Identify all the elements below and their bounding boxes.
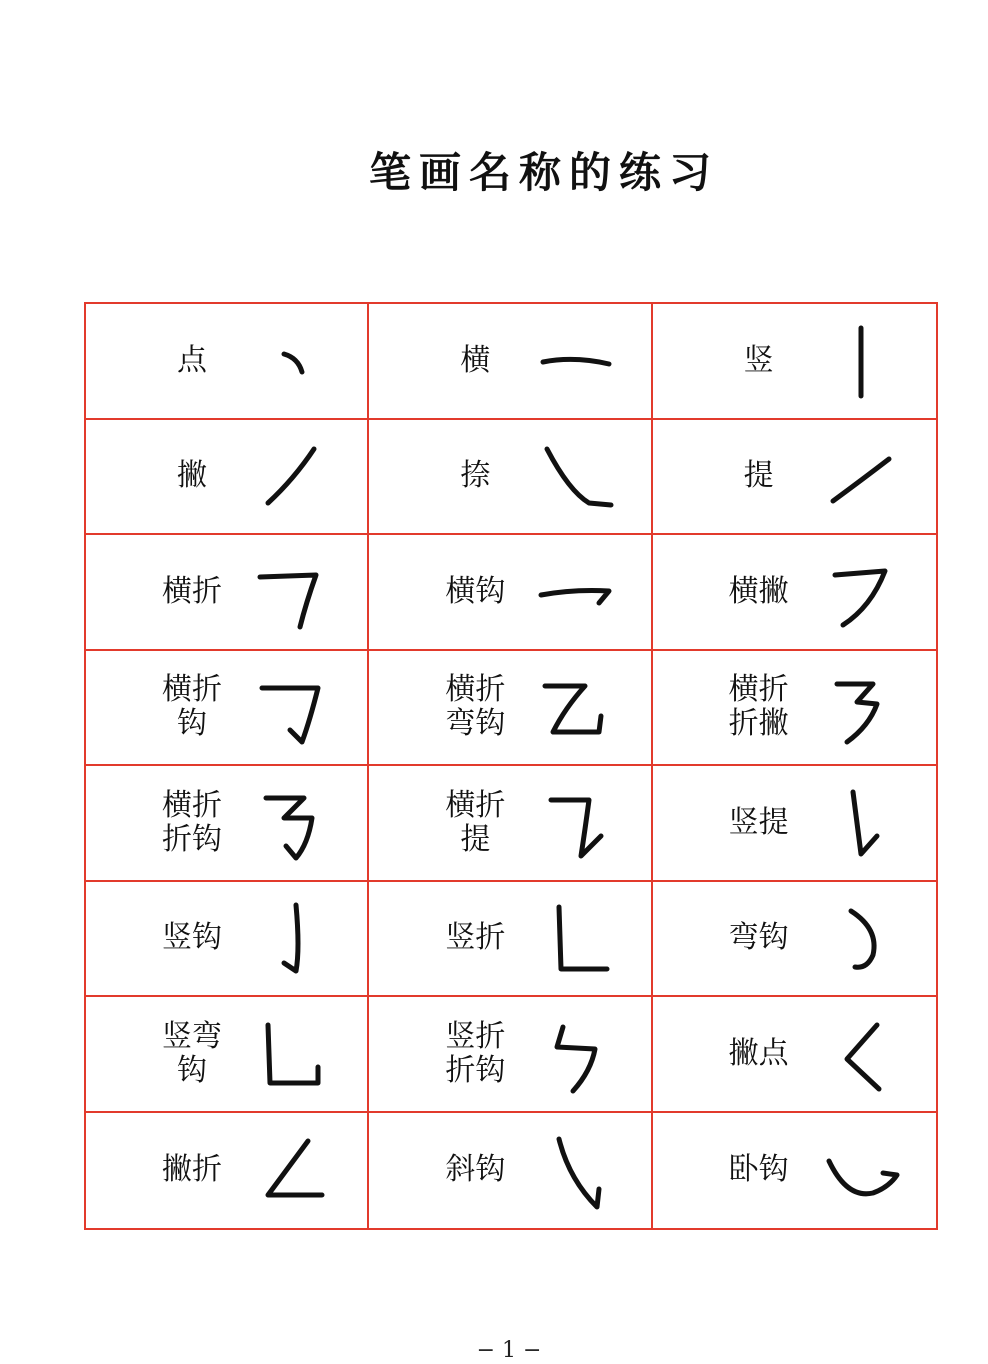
stroke-name-line: 横钩 — [445, 573, 506, 609]
stroke-cell — [653, 651, 936, 767]
stroke-name-line: 竖折 — [445, 1018, 506, 1054]
stroke-path — [541, 590, 609, 603]
shuzhezhegou-stroke-icon — [529, 1009, 619, 1099]
wogou-stroke-icon — [813, 1125, 903, 1215]
henggou-stroke-icon — [529, 547, 619, 637]
stroke-name-line: 折撇 — [728, 706, 789, 742]
shuzhe-stroke-icon — [529, 893, 619, 983]
stroke-path — [260, 575, 316, 627]
stroke-name-line: 横折 — [445, 787, 506, 823]
stroke-cell — [86, 1113, 369, 1229]
stroke-name — [427, 344, 523, 378]
na-stroke-icon — [529, 431, 619, 521]
stroke-name — [144, 1153, 240, 1187]
stroke-cell — [369, 882, 652, 998]
stroke-name-line: 斜钩 — [445, 1152, 506, 1188]
stroke-name — [427, 1020, 523, 1088]
stroke-path — [266, 798, 312, 858]
stroke-name-line: 横 — [460, 342, 491, 378]
stroke-name-line: 竖钩 — [162, 920, 222, 956]
stroke-cell — [86, 766, 369, 882]
stroke-name — [427, 459, 523, 493]
stroke-cell — [369, 304, 652, 420]
stroke-cell — [653, 535, 936, 651]
stroke-path — [284, 354, 302, 372]
stroke-name — [427, 673, 523, 741]
stroke-path — [547, 449, 611, 505]
stroke-name-line: 竖弯 — [162, 1018, 222, 1054]
stroke-cell — [86, 535, 369, 651]
stroke-cell — [653, 304, 936, 420]
stroke-cell — [369, 535, 652, 651]
stroke-name-line: 横折 — [162, 573, 222, 609]
stroke-name-line: 卧钩 — [728, 1152, 789, 1188]
stroke-cell — [369, 997, 652, 1113]
stroke-name — [144, 344, 240, 378]
stroke-name-line: 竖 — [743, 342, 774, 378]
stroke-name-line: 撇 — [177, 458, 207, 494]
stroke-name-line: 弯钩 — [445, 706, 506, 742]
hengzheti-stroke-icon — [529, 778, 619, 868]
wangou-stroke-icon — [813, 893, 903, 983]
stroke-name — [711, 575, 807, 609]
stroke-path — [559, 907, 607, 969]
stroke-name — [427, 921, 523, 955]
shu-stroke-icon — [813, 316, 903, 406]
stroke-cell — [86, 997, 369, 1113]
stroke-name-line: 竖提 — [728, 804, 789, 840]
stroke-name — [711, 459, 807, 493]
stroke-grid — [84, 302, 938, 1230]
stroke-cell — [369, 651, 652, 767]
stroke-cell — [653, 882, 936, 998]
stroke-name-line: 点 — [177, 342, 207, 378]
stroke-path — [847, 1025, 879, 1089]
stroke-name — [427, 789, 523, 857]
stroke-path — [268, 1141, 322, 1195]
stroke-path — [268, 1025, 318, 1083]
stroke-name — [144, 575, 240, 609]
stroke-path — [837, 684, 877, 742]
stroke-name-line: 折钩 — [445, 1052, 506, 1088]
hengzhewangou-stroke-icon — [529, 662, 619, 752]
stroke-name-line: 竖折 — [445, 920, 506, 956]
stroke-name-line: 横折 — [728, 672, 789, 708]
stroke-path — [268, 449, 314, 503]
stroke-name-line: 提 — [743, 458, 774, 494]
stroke-name-line: 横折 — [162, 672, 222, 708]
stroke-name — [711, 673, 807, 741]
stroke-cell — [86, 882, 369, 998]
stroke-path — [851, 911, 874, 967]
hengzhe-stroke-icon — [246, 547, 336, 637]
piedian-stroke-icon — [813, 1009, 903, 1099]
page-number: − 1 − — [476, 1338, 542, 1363]
stroke-name — [711, 921, 807, 955]
stroke-name-line: 钩 — [177, 706, 207, 742]
heng-stroke-icon — [529, 316, 619, 406]
stroke-path — [284, 905, 298, 971]
stroke-name — [144, 789, 240, 857]
stroke-cell — [369, 1113, 652, 1229]
stroke-name — [711, 344, 807, 378]
stroke-name — [427, 1153, 523, 1187]
ti-stroke-icon — [813, 431, 903, 521]
stroke-path — [543, 359, 609, 364]
shuti-stroke-icon — [813, 778, 903, 868]
stroke-path — [545, 686, 601, 732]
stroke-cell — [369, 420, 652, 536]
stroke-name-line: 钩 — [177, 1052, 207, 1088]
page-title: 笔画名称的练习 — [368, 148, 719, 197]
stroke-cell — [369, 766, 652, 882]
hengzhezhegou-stroke-icon — [246, 778, 336, 868]
stroke-name-line: 弯钩 — [728, 920, 789, 956]
stroke-name — [711, 1037, 807, 1071]
xiegou-stroke-icon — [529, 1125, 619, 1215]
stroke-path — [559, 1139, 599, 1207]
stroke-path — [853, 792, 877, 854]
stroke-name-line: 撇折 — [162, 1152, 222, 1188]
hengzhezhepie-stroke-icon — [813, 662, 903, 752]
stroke-cell — [86, 651, 369, 767]
hengpie-stroke-icon — [813, 547, 903, 637]
stroke-cell — [653, 420, 936, 536]
stroke-name-line: 横折 — [445, 672, 506, 708]
stroke-name-line: 横折 — [162, 787, 222, 823]
stroke-name — [144, 921, 240, 955]
stroke-cell — [86, 420, 369, 536]
stroke-cell — [86, 304, 369, 420]
stroke-path — [551, 800, 601, 856]
stroke-cell — [653, 766, 936, 882]
stroke-path — [833, 459, 889, 501]
stroke-name — [144, 1020, 240, 1088]
stroke-cell — [653, 997, 936, 1113]
stroke-name-line: 捺 — [460, 458, 491, 494]
shuwangou-stroke-icon — [246, 1009, 336, 1099]
stroke-name-line: 撇点 — [728, 1035, 789, 1071]
stroke-name — [427, 575, 523, 609]
stroke-name-line: 横撇 — [728, 573, 789, 609]
stroke-path — [835, 571, 885, 625]
stroke-path — [829, 1161, 897, 1194]
stroke-name-line: 折钩 — [162, 821, 222, 857]
hengzhegou-stroke-icon — [246, 662, 336, 752]
shugou-stroke-icon — [246, 893, 336, 983]
stroke-name-line: 提 — [460, 821, 491, 857]
stroke-path — [557, 1027, 595, 1091]
piezhe-stroke-icon — [246, 1125, 336, 1215]
stroke-name — [711, 1153, 807, 1187]
stroke-name — [144, 459, 240, 493]
stroke-name — [144, 673, 240, 741]
stroke-name — [711, 806, 807, 840]
stroke-path — [262, 688, 318, 742]
pie-stroke-icon — [246, 431, 336, 521]
dian-stroke-icon — [246, 316, 336, 406]
stroke-cell — [653, 1113, 936, 1229]
